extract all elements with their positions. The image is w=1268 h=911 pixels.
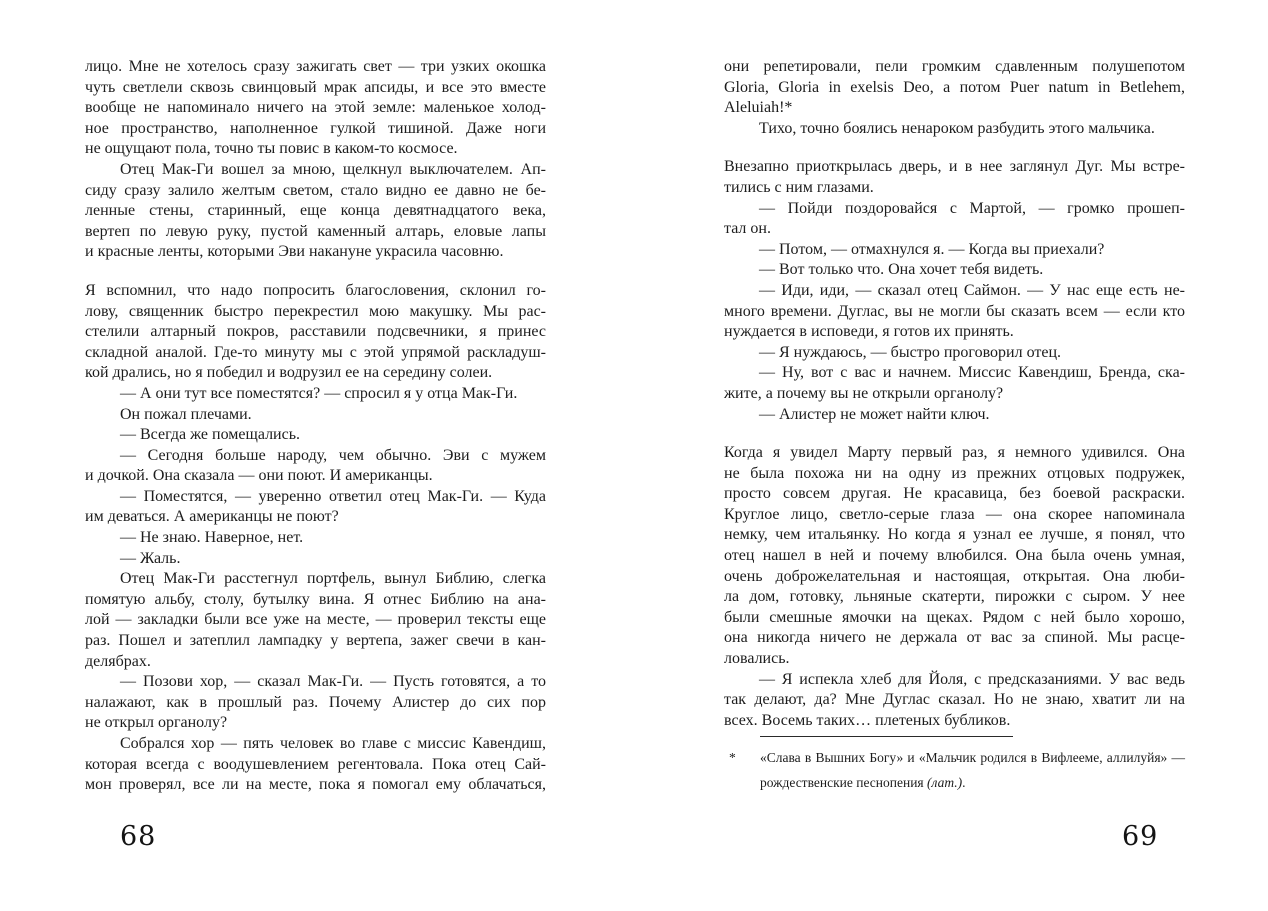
text-line: ленные стены, старинный, еще конца девятнадцатого века, xyxy=(85,202,546,220)
text-line: им деваться. А американцы не поют? xyxy=(85,508,339,526)
text-line: сиду сразу залило желтым светом, стало видно ее давно не бе- xyxy=(85,181,546,199)
text-line: не была похожа ни на одну из прежних отцовых подружек, xyxy=(724,464,1185,482)
text-line: Я вспомнил, что надо попросить благословения, склонил го- xyxy=(85,281,546,299)
footnote-line-1 xyxy=(724,745,1185,770)
text-line: — Жаль. xyxy=(120,549,181,567)
text-line: ловались. xyxy=(724,650,790,668)
text-line: — Вот только что. Она хочет тебя видеть. xyxy=(759,261,1044,279)
text-line: она никогда ничего не держала от вас за спиной. Мы расце- xyxy=(724,629,1185,647)
text-line: налажают, как в прошлый раз. Почему Алистер до сих пор xyxy=(85,693,546,711)
text-line: — Я нуждаюсь, — быстро проговорил отец. xyxy=(759,343,1062,361)
page-number-left: 68 xyxy=(120,821,157,852)
left-page-text xyxy=(85,57,546,796)
text-line: Внезапно приоткрылась дверь, и в нее заглянул Дуг. Мы встре- xyxy=(724,158,1185,176)
text-line: они репетировали, пели громким сдавленным полушепотом xyxy=(724,58,1185,75)
text-line: — Иди, иди, — сказал отец Саймон. — У нас еще есть не- xyxy=(759,281,1185,299)
paragraph-spacer xyxy=(85,263,546,281)
text-line: помятую альбу, столу, бутылку вина. Я отнес Библию на ана- xyxy=(85,590,546,608)
text-line: Круглое лицо, светло-серые глаза — она скорее напоминала xyxy=(724,505,1185,523)
text-line: жите, а почему вы не открыли органолу? xyxy=(724,384,1004,402)
footnote-line-2 xyxy=(724,770,1185,795)
text-line: и красные ленты, которыми Эви накануне украсила часовню. xyxy=(85,243,504,261)
footnote-text-tail: . xyxy=(962,775,966,790)
paragraph-spacer xyxy=(724,139,1185,157)
text-line: — Потом, — отмахнулся я. — Когда вы приехали? xyxy=(759,240,1105,258)
text-line: Gloria, Gloria in exelsis Deo, а потом Puer natum in Betlehem, xyxy=(724,78,1185,96)
right-page-text xyxy=(724,57,1185,731)
text-line: много времени. Дуглас, вы не могли бы сказать всем — если кто xyxy=(724,302,1185,320)
text-line: — Всегда же помещались. xyxy=(120,426,301,444)
text-line: были смешные ямочки на щеках. Рядом с ней было хорошо, xyxy=(724,608,1185,626)
text-line: тились с ним глазами. xyxy=(724,178,874,196)
text-line: мон проверял, все ли на месте, пока я помогал ему облачаться, xyxy=(85,776,546,794)
text-line: лову, священник быстро перекрестил мою макушку. Мы рас- xyxy=(85,302,546,320)
text-line: вообще не напоминало ничего на этой земле: маленькое холод- xyxy=(85,99,546,117)
text-line: — Я испекла хлеб для Йоля, с предсказаниями. У вас ведь xyxy=(759,670,1185,688)
text-line: нуждается в исповеди, я готов их принять. xyxy=(724,323,1014,341)
text-line: — Алистер не может найти ключ. xyxy=(759,405,990,423)
text-line: лицо. Мне не хотелось сразу зажигать свет — три узких окошка xyxy=(85,58,546,75)
footnote-text: рождественские песнопения xyxy=(760,775,928,790)
text-line: Тихо, точно боялись ненароком разбудить этого мальчика. xyxy=(759,119,1155,137)
text-line: Отец Мак-Ги вошел за мною, щелкнул выключателем. Ап- xyxy=(120,160,546,178)
text-line: всех. Восемь таких… плетеных бубликов. xyxy=(724,711,1011,729)
text-line: Он пожал плечами. xyxy=(120,405,252,423)
text-line: кой дрались, но я победил и водрузил ее на середину солеи. xyxy=(85,364,493,382)
text-line: — Сегодня больше народу, чем обычно. Эви с мужем xyxy=(120,446,546,464)
footnote xyxy=(724,736,1185,795)
text-line: не открыл органолу? xyxy=(85,714,228,732)
footnote-rule xyxy=(760,736,1013,737)
text-line: вертеп по левую руку, пустой каменный алтарь, еловые лапы xyxy=(85,222,546,240)
text-line: — Поместятся, — уверенно ответил отец Мак-Ги. — Куда xyxy=(120,487,546,505)
text-line: раз. Пошел и затеплил лампадку у вертепа, зажег свечи в кан- xyxy=(85,632,546,650)
footnote-latin-label: (лат.) xyxy=(927,775,963,790)
text-line: просто совсем другая. Не красавица, без боевой раскраски. xyxy=(724,485,1185,503)
text-line: складной аналой. Где-то минуту мы с этой упрямой раскладуш- xyxy=(85,343,546,361)
text-line: — Не знаю. Наверное, нет. xyxy=(120,529,304,547)
text-line: — Позови хор, — сказал Мак-Ги. — Пусть готовятся, а то xyxy=(120,673,546,691)
text-line: лой — закладки были все уже на месте, — проверил тексты еще xyxy=(85,611,546,629)
text-line: — Пойди поздоровайся с Мартой, — громко прошеп- xyxy=(759,199,1185,217)
text-line: так делают, да? Мне Дуглас сказал. Но не знаю, хватит ли на xyxy=(724,691,1185,709)
text-line: тал он. xyxy=(724,220,771,238)
text-line: Отец Мак-Ги расстегнул портфель, вынул Библию, слегка xyxy=(120,570,546,588)
text-line: немку, чем итальянку. Но когда я узнал ее лучше, я понял, что xyxy=(724,526,1185,544)
text-line: Когда я увидел Марту первый раз, я немного удивился. Она xyxy=(724,444,1185,462)
text-line: — А они тут все поместятся? — спросил я у отца Мак-Ги. xyxy=(120,384,518,402)
text-line: и дочкой. Она сказала — они поют. И американцы. xyxy=(85,467,433,485)
text-line: очень доброжелательная и настоящая, открытая. Она люби- xyxy=(724,567,1185,585)
text-line: отец нашел в ней и почему влюбился. Она была очень умная, xyxy=(724,547,1185,565)
text-line: — Ну, вот с вас и начнем. Миссис Кавендиш, Бренда, ска- xyxy=(759,364,1185,382)
text-line: стелили алтарный покров, расставили подсвечники, я принес xyxy=(85,323,546,341)
text-line: делябрах. xyxy=(85,652,151,670)
text-line: ла дом, готовку, льняные скатерти, пирожки с сыром. У нее xyxy=(724,588,1185,606)
text-line: которая всегда с воодушевлением регентовала. Пока отец Сай- xyxy=(85,755,546,773)
text-line: Собрался хор — пять человек во главе с миссис Кавендиш, xyxy=(120,735,546,752)
footnote-text: «Слава в Вышних Богу» и «Мальчик родился в Вифлееме, аллилуйя» — xyxy=(760,750,1185,765)
paragraph-spacer xyxy=(724,425,1185,443)
text-line: не ощущают пола, точно ты повис в каком-то космосе. xyxy=(85,140,458,158)
text-line: Aleluiah!* xyxy=(724,99,793,117)
footnote-marker: * xyxy=(729,750,736,765)
text-line: ное пространство, наполненное гулкой тишиной. Даже ноги xyxy=(85,119,546,137)
text-line: чуть светлели сквозь свинцовый мрак апсиды, и все это вместе xyxy=(85,78,546,96)
page-number-right: 69 xyxy=(1122,821,1159,852)
